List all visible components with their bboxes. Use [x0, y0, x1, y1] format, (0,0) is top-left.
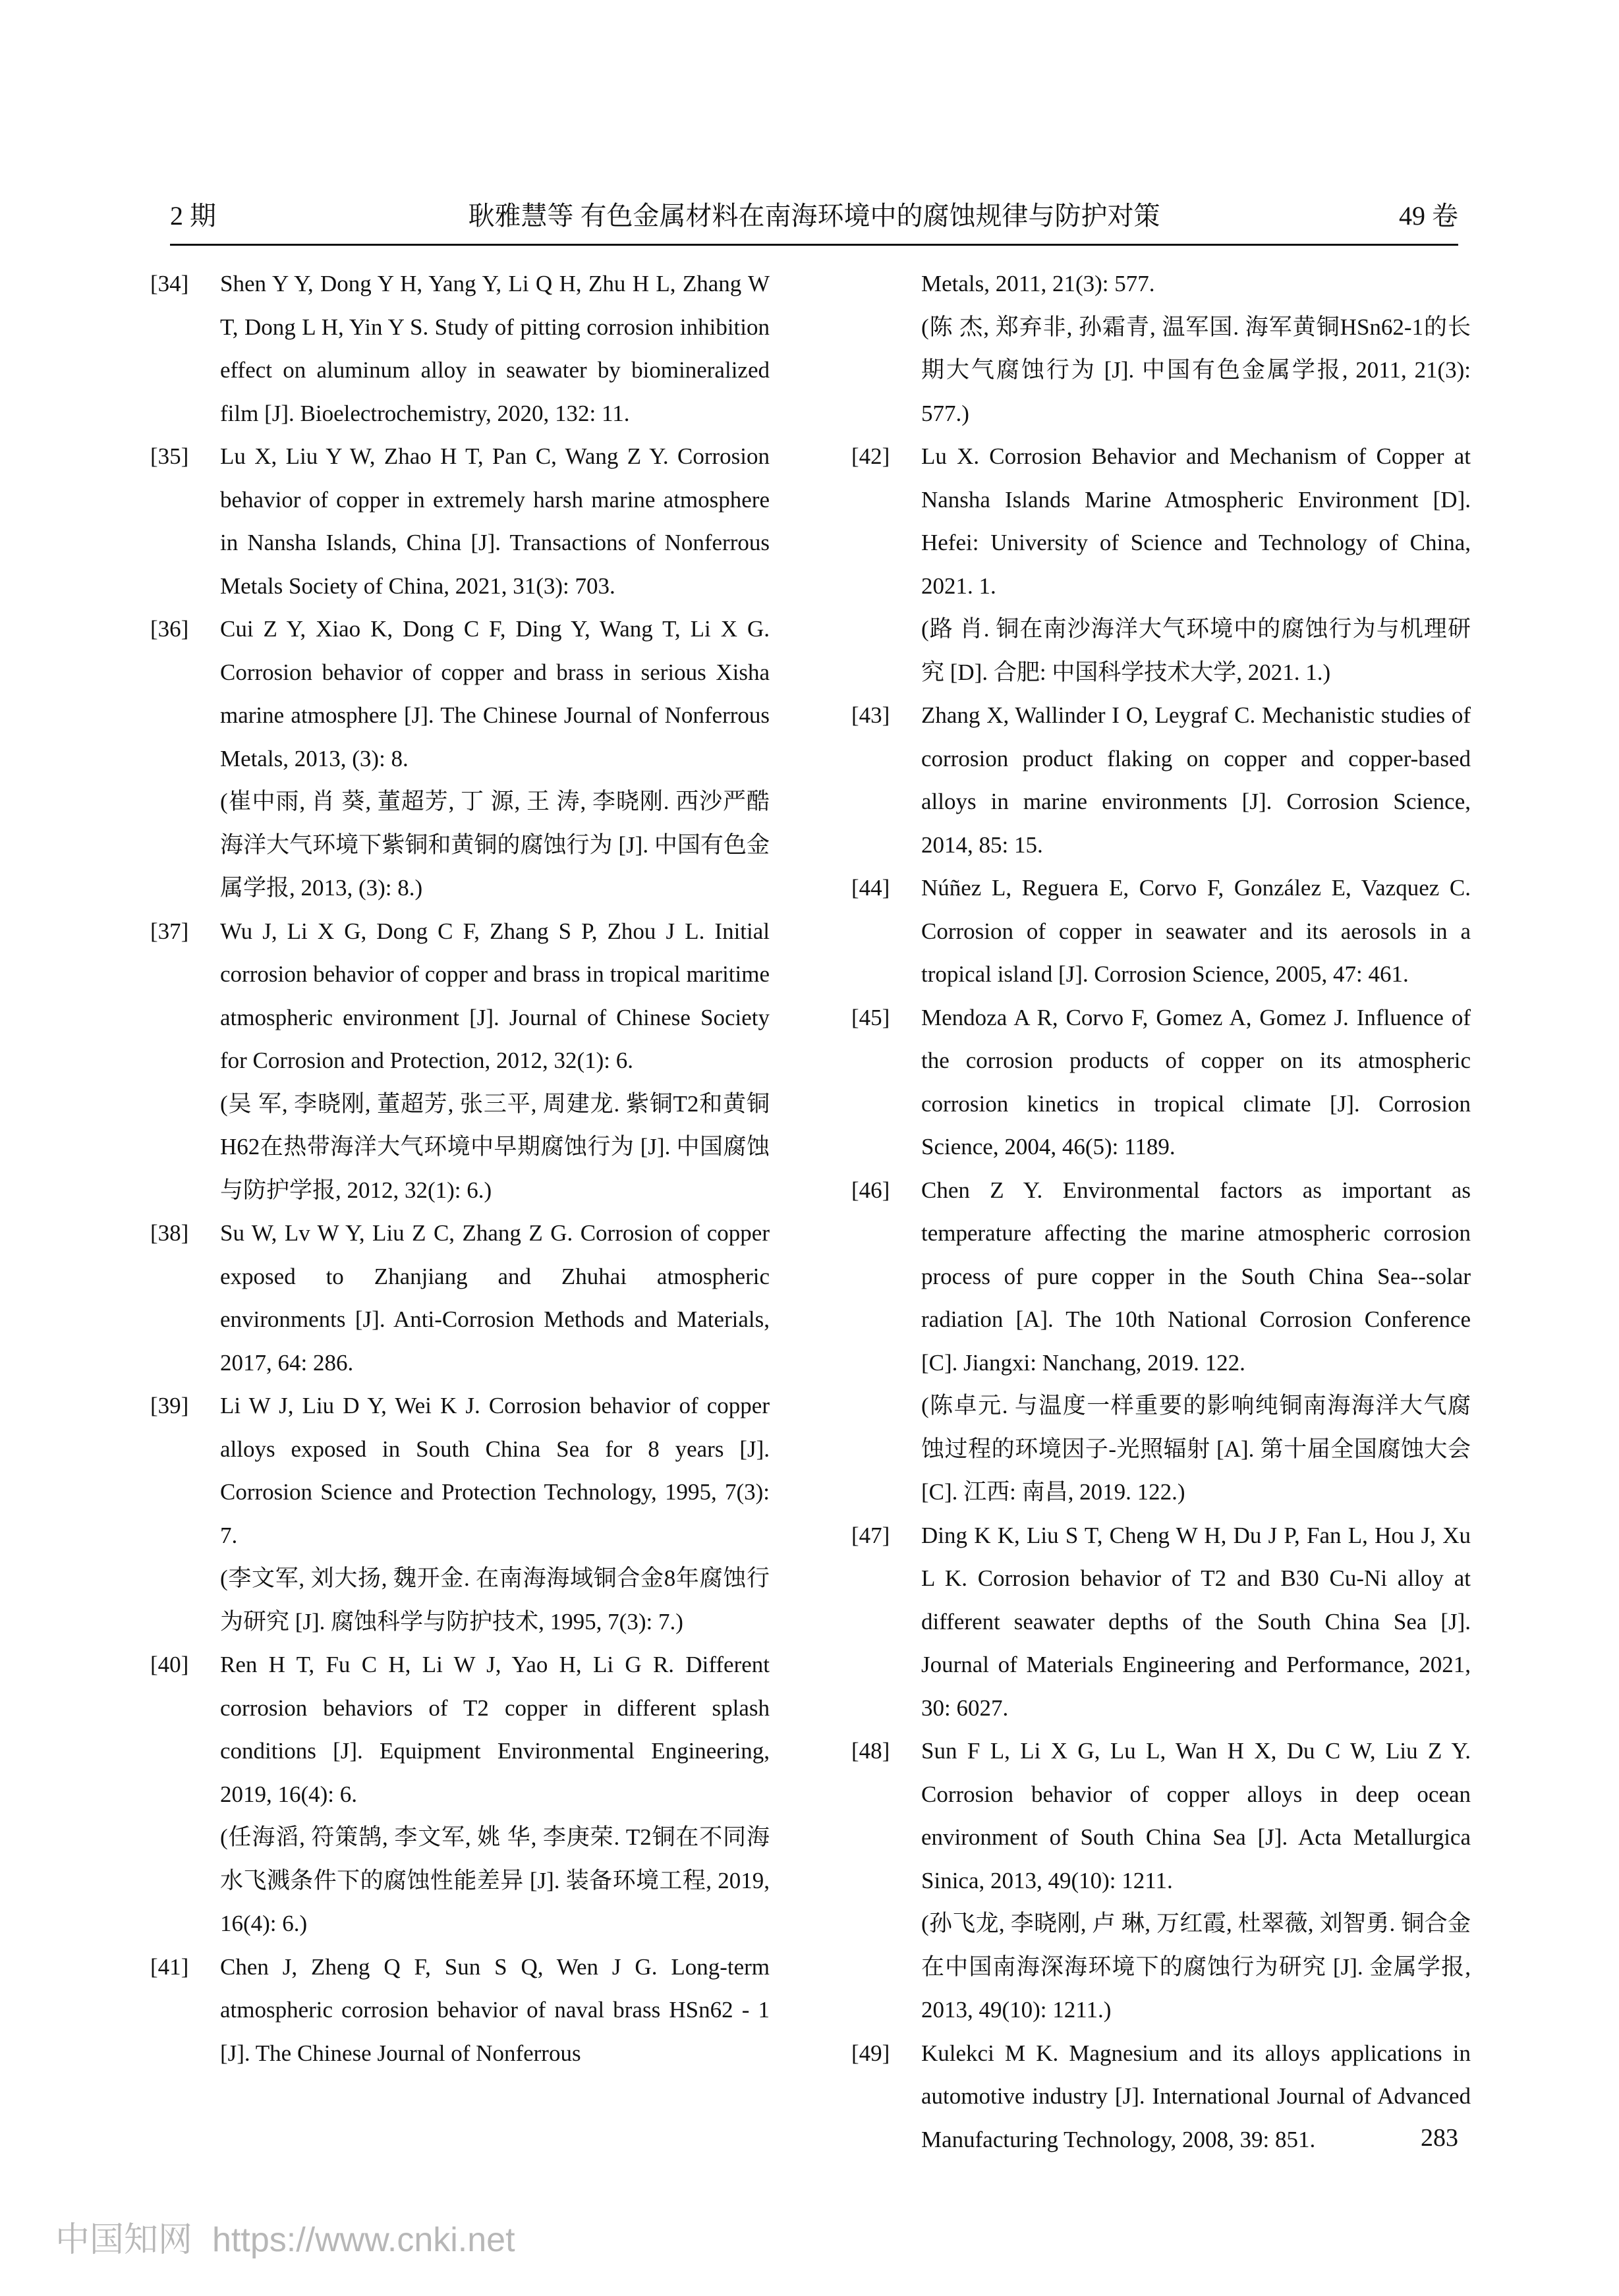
reference-translation: (吴 军, 李晓刚, 董超芳, 张三平, 周建龙. 紫铜T2和黄铜H62在热带海洋大气环境中早期腐蚀行为 [J]. 中国腐蚀与防护学报, 2012, 32(1): 6.) — [220, 1090, 770, 1203]
reference-text: Shen Y Y, Dong Y H, Yang Y, Li Q H, Zhu H L, Zhang W T, Dong L H, Yin Y S. Study of pitting corrosion inhibition effect on aluminum alloy in seawater by biomineralized film [J]. Bioelectrochemistry, 2020, 132: 11. — [220, 271, 770, 426]
running-header — [170, 196, 1458, 236]
reference-44 — [851, 866, 1471, 996]
reference-text: Zhang X, Wallinder I O, Leygraf C. Mechanistic studies of corrosion product flaking on copper and copper-based alloys in marine environments [J]. Corrosion Science, 2014, 85: 15. — [921, 702, 1471, 858]
reference-text: Cui Z Y, Xiao K, Dong C F, Ding Y, Wang T, Li X G. Corrosion behavior of copper and brass in serious Xisha marine atmosphere [J]. The Chinese Journal of Nonferrous Metals, 2013, (3): 8. — [220, 616, 770, 771]
references-right-column — [851, 262, 1471, 2161]
reference-text: Ren H T, Fu C H, Li W J, Yao H, Li G R. Different corrosion behaviors of T2 copper in different splash conditions [J]. Equipment Environmental Engineering, 2019, 16(4): 6. — [220, 1652, 770, 1807]
reference-number: [48] — [851, 1738, 890, 1764]
reference-number: [39] — [150, 1393, 189, 1418]
reference-46 — [851, 1169, 1471, 1514]
reference-text: Chen J, Zheng Q F, Sun S Q, Wen J G. Long-term atmospheric corrosion behavior of naval brass HSn62 - 1 [J]. The Chinese Journal of Nonferrous — [220, 1953, 770, 2066]
reference-number: [44] — [851, 875, 890, 901]
watermark-brand: 中国知网 — [55, 2220, 193, 2260]
reference-translation: (孙飞龙, 李晓刚, 卢 琳, 万红霞, 杜翠薇, 刘智勇. 铜合金在中国南海深海环境下的腐蚀行为研究 [J]. 金属学报, 2013, 49(10): 1211.) — [921, 1911, 1471, 2023]
reference-34 — [150, 262, 770, 435]
reference-number: [34] — [150, 271, 189, 296]
reference-45 — [851, 996, 1471, 1169]
reference-text: Metals, 2011, 21(3): 577. — [921, 271, 1155, 296]
reference-47 — [851, 1514, 1471, 1730]
reference-translation: (路 肖. 铜在南沙海洋大气环境中的腐蚀行为与机理研究 [D]. 合肥: 中国科学技术大学, 2021. 1.) — [921, 616, 1471, 685]
reference-number: [46] — [851, 1177, 890, 1203]
reference-translation: (崔中雨, 肖 葵, 董超芳, 丁 源, 王 涛, 李晓刚. 西沙严酷海洋大气环境下紫铜和黄铜的腐蚀行为 [J]. 中国有色金属学报, 2013, (3): 8.) — [220, 789, 770, 901]
reference-text: Lu X, Liu Y W, Zhao H T, Pan C, Wang Z Y. Corrosion behavior of copper in extremely harsh marine atmosphere in Nansha Islands, China [J]. Transactions of Nonferrous Metals Society of China, 2021, 31(3): 703. — [220, 443, 770, 599]
reference-39 — [150, 1384, 770, 1643]
reference-text: Chen Z Y. Environmental factors as important as temperature affecting the marine atmospheric corrosion process of pure copper in the South China Sea--solar radiation [A]. The 10th National Corrosion Conference [C]. Jiangxi: Nanchang, 2019. 122. — [921, 1177, 1471, 1376]
reference-translation: (陈 杰, 郑弃非, 孙霜青, 温军国. 海军黄铜HSn62-1的长期大气腐蚀行为 [J]. 中国有色金属学报, 2011, 21(3): 577.) — [921, 314, 1471, 426]
reference-43 — [851, 694, 1471, 866]
reference-text: Wu J, Li X G, Dong C F, Zhang S P, Zhou J L. Initial corrosion behavior of copper and brass in tropical maritime atmospheric environment [J]. Journal of Chinese Society for Corrosion and Protection, 2012, 32(1): 6. — [220, 918, 770, 1073]
reference-41-continued — [851, 262, 1471, 435]
header-rule — [170, 244, 1458, 246]
reference-36 — [150, 607, 770, 910]
reference-number: [40] — [150, 1652, 189, 1677]
reference-text: Sun F L, Li X G, Lu L, Wan H X, Du C W, Liu Z Y. Corrosion behavior of copper alloys in deep ocean environment of South China Sea [J]. Acta Metallurgica Sinica, 2013, 49(10): 1211. — [921, 1738, 1471, 1893]
reference-number: [47] — [851, 1522, 890, 1548]
reference-37 — [150, 910, 770, 1212]
reference-number: [49] — [851, 2040, 890, 2066]
reference-text: Mendoza A R, Corvo F, Gomez A, Gomez J. Influence of the corrosion products of copper on its atmospheric corrosion kinetics in tropical climate [J]. Corrosion Science, 2004, 46(5): 1189. — [921, 1004, 1471, 1160]
reference-38 — [150, 1212, 770, 1384]
issue-label: 2 期 — [170, 201, 216, 231]
reference-number: [36] — [150, 616, 189, 642]
reference-number: [37] — [150, 918, 189, 944]
reference-text: Li W J, Liu D Y, Wei K J. Corrosion behavior of copper alloys exposed in South China Sea for 8 years [J]. Corrosion Science and Protection Technology, 1995, 7(3): 7. — [220, 1393, 770, 1548]
reference-text: Ding K K, Liu S T, Cheng W H, Du J P, Fan L, Hou J, Xu L K. Corrosion behavior of T2 and B30 Cu-Ni alloy at different seawater depths of the South China Sea [J]. Journal of Materials Engineering and Performance, 2021, 30: 6027. — [921, 1522, 1471, 1721]
cnki-watermark — [55, 2219, 515, 2261]
reference-48 — [851, 1729, 1471, 2032]
reference-translation: (任海滔, 符策鹄, 李文军, 姚 华, 李庚荣. T2铜在不同海水飞溅条件下的腐蚀性能差异 [J]. 装备环境工程, 2019, 16(4): 6.) — [220, 1824, 770, 1936]
references-left-column — [150, 262, 770, 2075]
page-number: 283 — [1421, 2124, 1458, 2152]
reference-translation: (陈卓元. 与温度一样重要的影响纯铜南海海洋大气腐蚀过程的环境因子-光照辐射 [A]. 第十届全国腐蚀大会 [C]. 江西: 南昌, 2019. 122.) — [921, 1393, 1471, 1505]
reference-text: Su W, Lv W Y, Liu Z C, Zhang Z G. Corrosion of copper exposed to Zhanjiang and Zhuhai atmospheric environments [J]. Anti-Corrosion Methods and Materials, 2017, 64: 286. — [220, 1220, 770, 1376]
reference-49 — [851, 2032, 1471, 2162]
watermark-url[interactable]: https://www.cnki.net — [212, 2221, 515, 2259]
reference-number: [35] — [150, 443, 189, 469]
reference-number: [42] — [851, 443, 890, 469]
reference-40 — [150, 1643, 770, 1946]
reference-35 — [150, 435, 770, 607]
running-title: 耿雅慧等 有色金属材料在南海环境中的腐蚀规律与防护对策 — [468, 201, 1160, 231]
volume-label: 49 卷 — [1399, 201, 1458, 231]
reference-text: Kulekci M K. Magnesium and its alloys applications in automotive industry [J]. International Journal of Advanced Manufacturing Technology, 2008, 39: 851. — [921, 2040, 1471, 2152]
reference-text: Núñez L, Reguera E, Corvo F, González E, Vazquez C. Corrosion of copper in seawater and its aerosols in a tropical island [J]. Corrosion Science, 2005, 47: 461. — [921, 875, 1471, 987]
reference-number: [38] — [150, 1220, 189, 1246]
reference-number: [43] — [851, 702, 890, 728]
reference-number: [41] — [150, 1953, 189, 1980]
reference-number: [45] — [851, 1004, 890, 1030]
reference-text: Lu X. Corrosion Behavior and Mechanism of Copper at Nansha Islands Marine Atmospheric Environment [D]. Hefei: University of Science and Technology of China, 2021. 1. — [921, 443, 1471, 599]
reference-translation: (李文军, 刘大扬, 魏开金. 在南海海域铜合金8年腐蚀行为研究 [J]. 腐蚀科学与防护技术, 1995, 7(3): 7.) — [220, 1565, 770, 1635]
reference-42 — [851, 435, 1471, 694]
reference-41 — [150, 1946, 770, 2075]
